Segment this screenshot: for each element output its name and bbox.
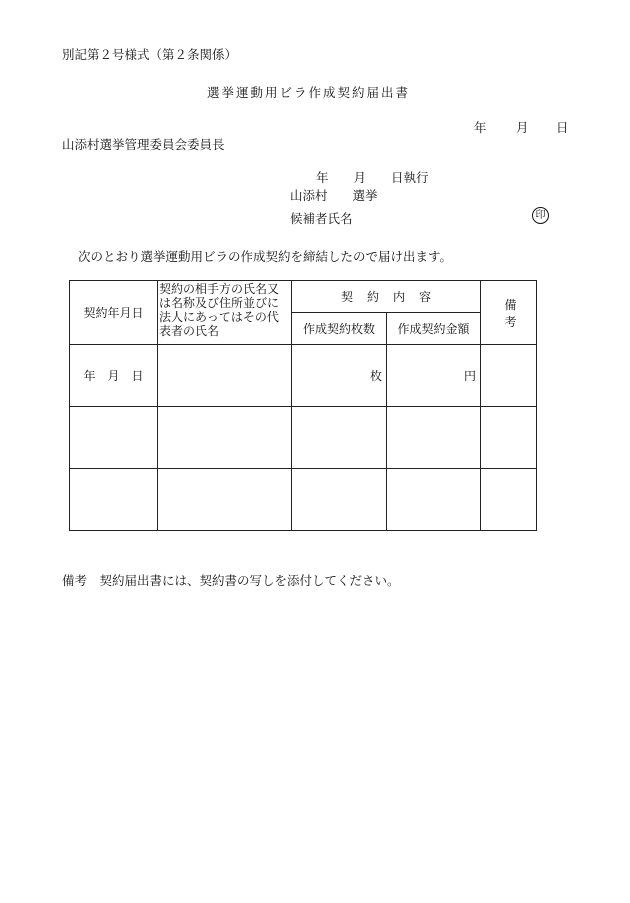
row-amount-cell <box>387 407 481 469</box>
row-remarks-cell <box>481 407 537 469</box>
table-row <box>70 345 537 407</box>
header-contract-party: 契約の相手方の氏名又は名称及び住所並びに法人にあってはその代表者の氏名 <box>158 281 292 345</box>
election-name: 山添村 選挙 <box>290 188 378 203</box>
header-contract-count: 作成契約枚数 <box>292 313 387 345</box>
remarks-note: 備考 契約届出書には、契約書の写しを添付してください。 <box>62 573 400 588</box>
row-count-cell: 枚 <box>292 345 387 407</box>
row-count-cell <box>292 407 387 469</box>
row-party-cell <box>158 345 292 407</box>
submission-date-month: 月 <box>516 120 529 135</box>
contract-table <box>69 280 537 531</box>
submission-date-day: 日 <box>556 120 569 135</box>
row-amount-cell: 円 <box>387 345 481 407</box>
row-amount-cell <box>387 469 481 531</box>
seal-mark-icon: 印 <box>532 207 549 224</box>
header-remarks: 備考 <box>481 281 537 345</box>
row-party-cell <box>158 407 292 469</box>
table-row <box>70 407 537 469</box>
row-party-cell <box>158 469 292 531</box>
candidate-name-label: 候補者氏名 <box>290 211 353 226</box>
header-contract-content: 契約内容 <box>292 281 481 313</box>
row-remarks-cell <box>481 469 537 531</box>
document-title: 選挙運動用ビラ作成契約届出書 <box>207 85 411 100</box>
election-exec-date: 年 月 日執行 <box>316 170 429 185</box>
row-date-cell: 年 月 日 <box>70 345 158 407</box>
row-date-cell <box>70 407 158 469</box>
row-date-cell <box>70 469 158 531</box>
submission-date-year: 年 <box>474 120 487 135</box>
row-remarks-cell <box>481 345 537 407</box>
addressee: 山添村選挙管理委員会委員長 <box>62 137 225 152</box>
intro-statement: 次のとおり選挙運動用ビラの作成契約を締結したので届け出ます。 <box>78 249 453 264</box>
form-label: 別記第２号様式（第２条関係） <box>62 47 238 62</box>
row-count-cell <box>292 469 387 531</box>
header-contract-amount: 作成契約金額 <box>387 313 481 345</box>
table-header-row <box>70 281 537 313</box>
table-row <box>70 469 537 531</box>
header-contract-date: 契約年月日 <box>70 281 158 345</box>
